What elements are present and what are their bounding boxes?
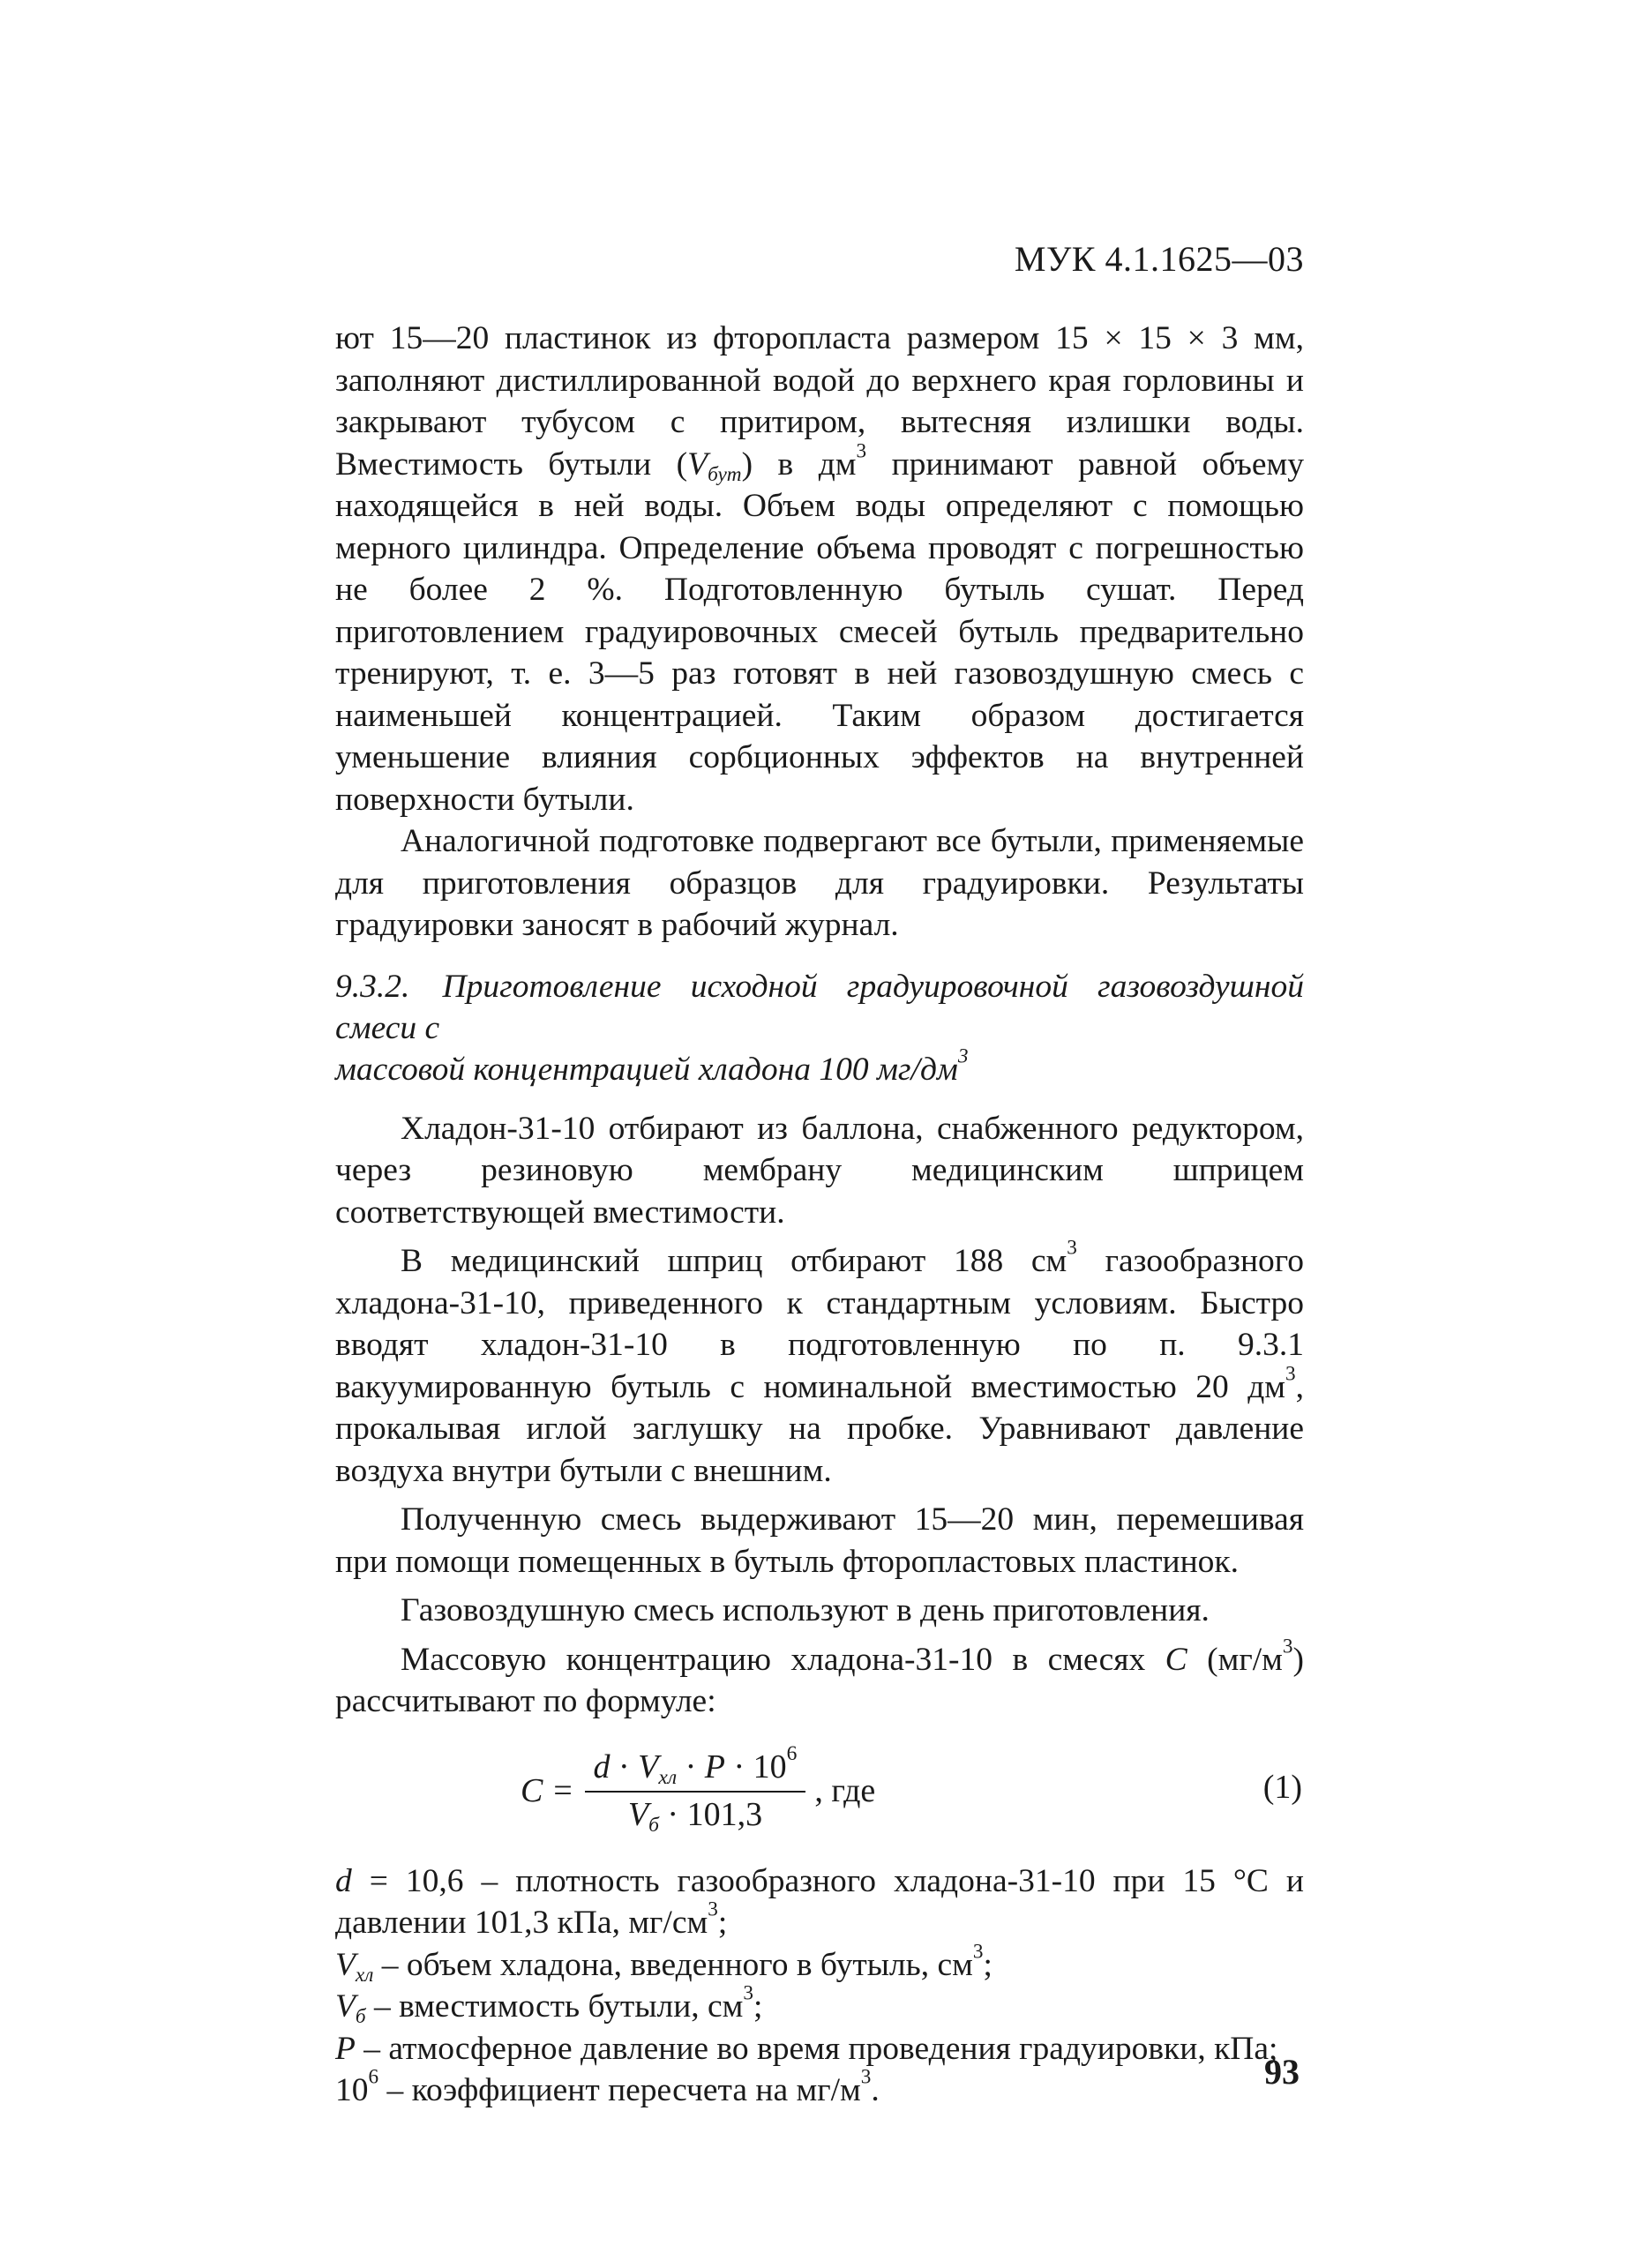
definition-density: d = 10,6 – плотность газообразного хладона-31-10 при 15 °С и давлении 101,3 кПа, $мг/см^3$;: [335, 1862, 1304, 1941]
equation-1: [335, 1735, 1304, 1848]
definition-coefficient: $10^6$ – коэффициент пересчета на $мг/м^3$.: [335, 2065, 880, 2108]
definition-bottle-capacity: $V_б$ – вместимость бутыли, $см^3$;: [335, 1981, 763, 2028]
equation-number: (1): [1262, 1768, 1302, 1806]
definition-pressure: P – атмосферное давление во время проведения градуировки, кПа;: [335, 2030, 1278, 2067]
paragraph-usage-day: Газовоздушную смесь используют в день приготовления.: [401, 1592, 1210, 1628]
paragraph-concentration-formula-intro: Массовую концентрацию хладона-31-10 в смесях C $(мг/м^3)$ рассчитывают по формуле:: [335, 1634, 1305, 1719]
formula-definitions: [335, 1860, 1304, 2112]
document-code: МУК 4.1.1625—03: [1014, 239, 1304, 279]
page-body: [335, 318, 1304, 2112]
formula-numerator: $d \cdot V_{хл} \cdot P \cdot 10^6$: [593, 1741, 798, 1790]
paragraph-bottle-preparation: ют 15—20 пластинок из фторопласта размером 15 × 15 × 3 мм, заполняют дистиллированной водой до верхнего края горловины и закрывают тубусом с притиром, вытесняя излишки воды. Вместимость бутыли $(V_{бут})$ в $дм^3$ принимают равной объему находящейся в ней воды. Объем воды определяют с помощью мерного цилиндра. Определение объема проводят с погрешностью не более 2 %. Подготовленную бутыль сушат. Перед приготовлением градуировочных смесей бутыль предварительно тренируют, т. е. 3—5 раз готовят в ней газовоздушную смесь с наименьшей концентрацией. Таким образом достигается уменьшение влияния сорбционных эффектов на внутренней поверхности бутыли.: [335, 320, 1304, 818]
paragraph-freon-sampling: Хладон-31-10 отбирают из баллона, снабженного редуктором, через резиновую мембрану медицинским шприцем соответствующей вместимости.: [335, 1110, 1304, 1231]
paragraph-similar-preparation: Аналогичной подготовке подвергают все бутыли, применяемые для приготовления образцов для градуировки. Результаты градуировки заносят в рабочий журнал.: [335, 823, 1304, 943]
paragraph-syringe-injection: В медицинский шприц отбирают 188 $см^3$ газообразного хладона-31-10, приведенного к стандартным условиям. Быстро вводят хладон-31-10 в подготовленную по п. 9.3.1 вакуумированную бутыль с номинальной вместимостью 20 $дм^3$, прокалывая иглой заглушку на пробке. Уравнивают давление воздуха внутри бутыли с внешним.: [335, 1236, 1305, 1489]
section-heading-9-3-2: 9.3.2. Приготовление исходной градуировочной газовоздушной смеси с массовой концентрацией хладона 100 $мг/дм^3$: [335, 968, 1305, 1088]
paragraph-mixing: Полученную смесь выдерживают 15—20 мин, перемешивая при помощи помещенных в бутыль фторопластовых пластинок.: [335, 1501, 1304, 1580]
formula-denominator: $V_б \cdot 101,3$: [627, 1795, 763, 1837]
formula-fraction: [585, 1741, 806, 1837]
definition-freon-volume: $V_{хл}$ – объем хладона, введенного в бутыль, $см^3$;: [335, 1939, 993, 1987]
concentration-formula: C = $\frac{d \cdot V_{хл} \cdot P \cdot 10^6}{V_б \cdot 101,3}$ , где: [521, 1741, 876, 1837]
page-number: 93: [1264, 2052, 1300, 2092]
